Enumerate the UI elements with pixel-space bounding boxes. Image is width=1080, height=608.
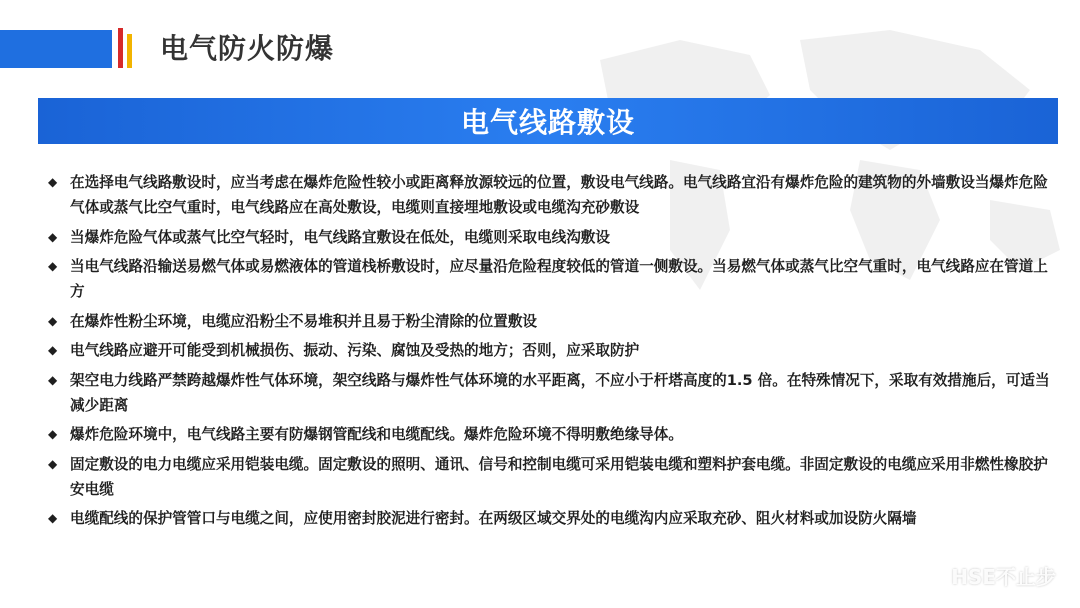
watermark-text: HSE不止步 [951, 565, 1056, 589]
section-banner [38, 98, 1058, 144]
page-title: 电气防火防爆 [160, 32, 335, 65]
wechat-icon [919, 564, 947, 588]
diamond-bullet-icon: ◆ [48, 456, 58, 471]
list-item-text: 当电气线路沿输送易燃气体或易燃液体的管道栈桥敷设时，应尽量沿危险程度较低的管道一侧敷设。当易燃气体或蒸气比空气重时，电气线路应在管道上方 [70, 258, 1048, 300]
list-item-text: 爆炸危险环境中，电气线路主要有防爆钢管配线和电缆配线。爆炸危险环境不得明敷绝缘导体。 [70, 426, 683, 443]
list-item [48, 422, 1058, 447]
list-item [48, 368, 1058, 418]
list-item [48, 225, 1058, 250]
list-item-text: 当爆炸危险气体或蒸气比空气轻时，电气线路宜敷设在低处，电缆则采取电线沟敷设 [70, 228, 610, 246]
list-item [48, 309, 1058, 334]
diamond-bullet-icon: ◆ [48, 313, 58, 328]
watermark [919, 561, 1056, 590]
header-accent-bar [0, 30, 112, 68]
bullet-list [48, 170, 1058, 536]
diamond-bullet-icon: ◆ [48, 372, 58, 387]
header-accent-red [118, 28, 123, 68]
list-item [48, 452, 1058, 502]
list-item-text: 在选择电气线路敷设时，应当考虑在爆炸危险性较小或距离释放源较远的位置，敷设电气线路。电气线路宜沿有爆炸危险的建筑物的外墙敷设当爆炸危险气体或蒸气比空气重时，电气线路应在高处敷设，电缆则直接埋地敷设或电缆沟充砂敷设 [70, 174, 1048, 216]
list-item [48, 506, 1058, 531]
list-item [48, 338, 1058, 363]
section-title: 电气线路敷设 [460, 106, 635, 139]
diamond-bullet-icon: ◆ [48, 343, 58, 357]
header-accent-yellow [127, 34, 132, 68]
list-item-text: 电气线路应避开可能受到机械损伤、振动、污染、腐蚀及受热的地方；否则，应采取防护 [70, 342, 640, 359]
list-item [48, 170, 1058, 220]
list-item-text: 架空电力线路严禁跨越爆炸性气体环境，架空线路与爆炸性气体环境的水平距离，不应小于杆塔高度的1.5 倍。在特殊情况下，采取有效措施后，可适当减少距离 [70, 371, 1050, 414]
diamond-bullet-icon: ◆ [48, 427, 58, 441]
diamond-bullet-icon: ◆ [48, 259, 58, 273]
list-item [48, 254, 1058, 304]
diamond-bullet-icon: ◆ [48, 511, 58, 525]
list-item-text: 电缆配线的保护管管口与电缆之间，应使用密封胶泥进行密封。在两级区域交界处的电缆沟内应采取充砂、阻火材料或加设防火隔墙 [70, 510, 917, 527]
list-item-text: 在爆炸性粉尘环境，电缆应沿粉尘不易堆积并且易于粉尘清除的位置敷设 [70, 312, 538, 330]
diamond-bullet-icon: ◆ [48, 175, 58, 189]
diamond-bullet-icon: ◆ [48, 229, 58, 244]
list-item-text: 固定敷设的电力电缆应采用铠装电缆。固定敷设的照明、通讯、信号和控制电缆可采用铠装电缆和塑料护套电缆。非固定敷设的电缆应采用非燃性橡胶护安电缆 [70, 455, 1048, 498]
